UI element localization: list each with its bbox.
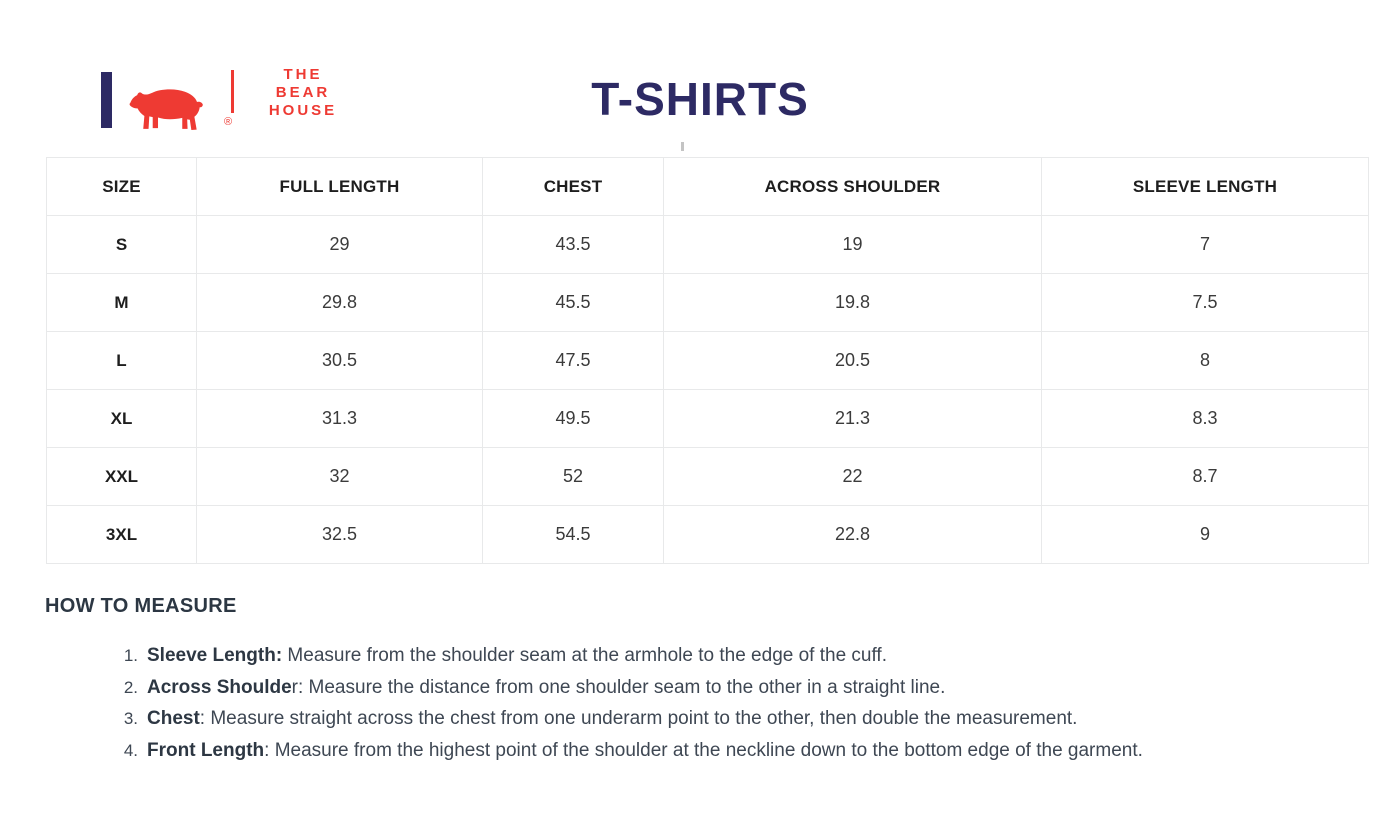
- column-header-full-length: FULL LENGTH: [197, 158, 483, 216]
- list-item-text: [147, 703, 1340, 735]
- full-length-value: 32.5: [197, 506, 483, 564]
- list-item-text: [147, 640, 1340, 672]
- list-item-description: : Measure straight across the chest from one underarm point to the other, then double the measurement.: [199, 708, 1078, 729]
- list-item-term: Chest: [147, 708, 200, 729]
- sleeve-length-value: 8: [1042, 332, 1369, 390]
- chest-value: 43.5: [483, 216, 664, 274]
- list-item-term: Sleeve Length:: [147, 645, 283, 666]
- list-item-description: r: Measure the distance from one shoulder seam to the other in a straight line.: [291, 676, 946, 698]
- list-item-sleeve-length: [112, 640, 1340, 672]
- chest-value: 52: [483, 448, 664, 506]
- size-label: 3XL: [47, 506, 197, 564]
- column-header-size: SIZE: [47, 158, 197, 216]
- list-item-text: [147, 672, 1340, 704]
- sleeve-length-value: 8.7: [1042, 448, 1369, 506]
- table-row-xl: [47, 390, 1369, 448]
- column-header-chest: CHEST: [483, 158, 664, 216]
- column-header-sleeve-length: SLEEVE LENGTH: [1042, 158, 1369, 216]
- size-label: XL: [47, 390, 197, 448]
- brand-name-line-1: THE: [283, 66, 323, 83]
- sleeve-length-value: 7: [1042, 216, 1369, 274]
- list-number: 2.: [123, 677, 138, 697]
- stray-pixel-artifact: [681, 142, 684, 151]
- list-item-across-shoulder: [112, 672, 1340, 704]
- table-header-row: [47, 158, 1369, 216]
- chest-value: 45.5: [483, 274, 664, 332]
- full-length-value: 29: [197, 216, 483, 274]
- table-row-m: [47, 274, 1369, 332]
- across-shoulder-value: 20.5: [664, 332, 1042, 390]
- full-length-value: 29.8: [197, 274, 483, 332]
- chest-value: 49.5: [483, 390, 664, 448]
- table-row-l: [47, 332, 1369, 390]
- list-item-description: : Measure from the highest point of the shoulder at the neckline down to the bottom edge of the garment.: [264, 739, 1143, 761]
- across-shoulder-value: 19.8: [664, 274, 1042, 332]
- table-row-xxl: [47, 448, 1369, 506]
- list-number: 1.: [123, 646, 138, 665]
- brand-name-line-2: BEAR: [275, 84, 331, 101]
- chest-value: 47.5: [483, 332, 664, 390]
- list-item-front-length: [112, 735, 1340, 767]
- brand-name-line-3: HOUSE: [268, 102, 338, 119]
- chest-value: 54.5: [483, 506, 664, 564]
- across-shoulder-value: 21.3: [664, 390, 1042, 448]
- page-title: T-SHIRTS: [591, 73, 809, 125]
- size-label: S: [47, 216, 197, 274]
- size-label: L: [47, 332, 197, 390]
- size-label: M: [47, 274, 197, 332]
- how-to-measure-list: [112, 640, 1340, 766]
- column-header-across-shoulder: ACROSS SHOULDER: [664, 158, 1042, 216]
- list-item-description: Measure from the shoulder seam at the armhole to the edge of the cuff.: [282, 645, 887, 666]
- list-item-chest: [112, 703, 1340, 735]
- table-row-s: [47, 216, 1369, 274]
- list-number: 4.: [123, 740, 138, 760]
- across-shoulder-value: 19: [664, 216, 1042, 274]
- sleeve-length-value: 7.5: [1042, 274, 1369, 332]
- size-chart-table: [46, 157, 1369, 564]
- sleeve-length-value: 8.3: [1042, 390, 1369, 448]
- sleeve-length-value: 9: [1042, 506, 1369, 564]
- list-number: 3.: [123, 709, 138, 728]
- size-label: XXL: [47, 448, 197, 506]
- across-shoulder-value: 22.8: [664, 506, 1042, 564]
- full-length-value: 31.3: [197, 390, 483, 448]
- across-shoulder-value: 22: [664, 448, 1042, 506]
- list-item-term: Front Length: [147, 739, 265, 761]
- full-length-value: 30.5: [197, 332, 483, 390]
- full-length-value: 32: [197, 448, 483, 506]
- table-row-3xl: [47, 506, 1369, 564]
- how-to-measure-heading: HOW TO MEASURE: [45, 595, 237, 617]
- list-item-text: [147, 735, 1340, 767]
- list-item-term: Across Shoulde: [147, 676, 292, 698]
- registered-trademark-symbol: ®: [224, 116, 233, 128]
